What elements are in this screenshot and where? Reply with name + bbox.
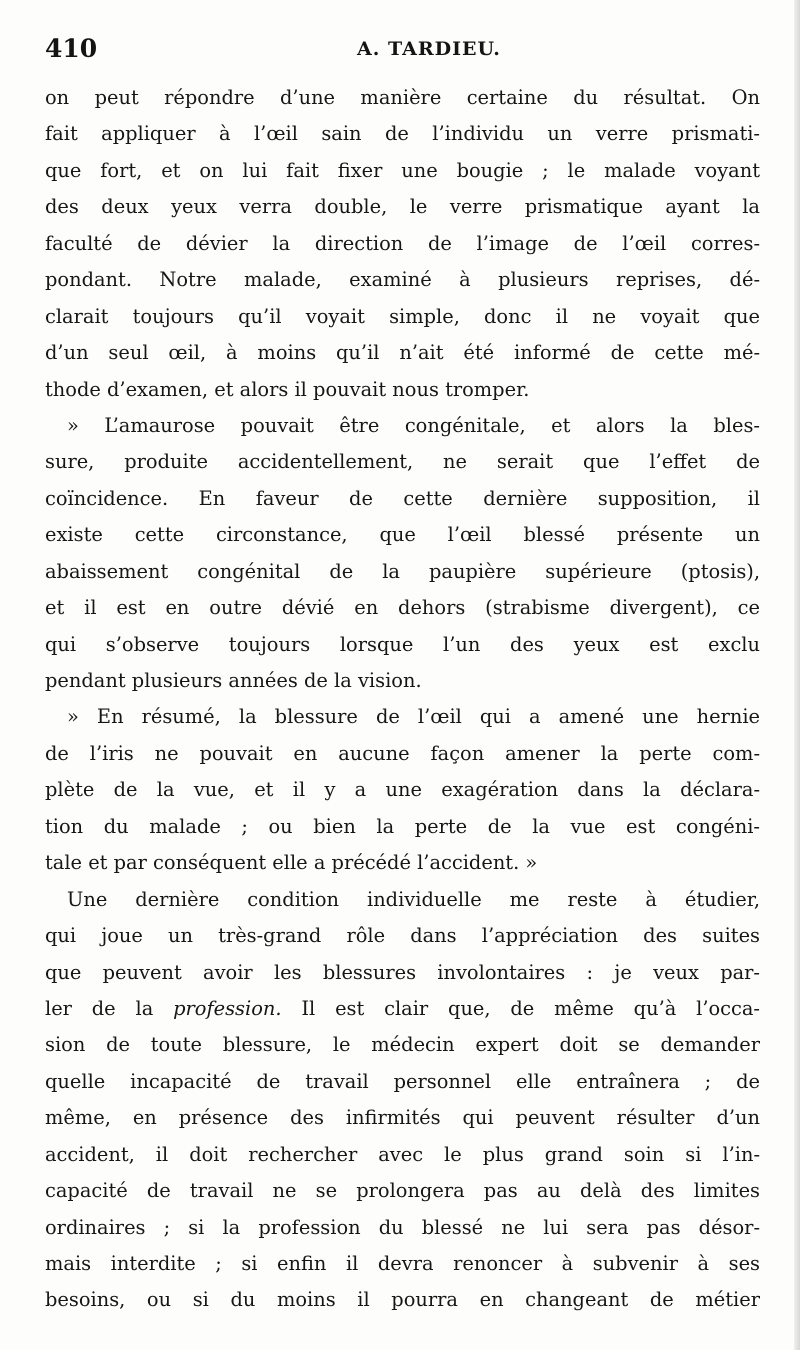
text-line: pondant. Notre malade, examiné à plusieurs reprises, dé- — [45, 268, 760, 292]
text-line: on peut répondre d’une manière certaine du résultat. On — [45, 86, 760, 109]
text-line: clarait toujours qu’il voyait simple, donc il ne voyait que — [45, 304, 760, 328]
page-number: 410 — [45, 34, 98, 63]
text-line: » En résumé, la blessure de l’œil qui a amené une hernie — [67, 705, 760, 729]
body-text — [45, 80, 760, 1319]
text-line: et il est en outre dévié en dehors (strabisme divergent), ce — [45, 596, 760, 620]
text-line: qui joue un très-grand rôle dans l’appréciation des suites — [45, 924, 760, 948]
text-line: même, en présence des infirmités qui peuvent résulter d’un — [45, 1106, 760, 1130]
text-line: des deux yeux verra double, le verre prismatique ayant la — [45, 195, 760, 219]
text-line: » L’amaurose pouvait être congénitale, et alors la bles- — [67, 413, 760, 437]
text-line: de l’iris ne pouvait en aucune façon amener la perte com- — [45, 741, 760, 765]
text-line: tale et par conséquent elle a précédé l’accident. » — [45, 851, 538, 875]
text-line: faculté de dévier la direction de l’image de l’œil corres- — [45, 231, 760, 255]
page-header — [45, 30, 765, 66]
text-segment: Il est clair que, de même qu’à l’occa- — [301, 996, 760, 1020]
text-line: sion de toute blessure, le médecin expert doit se demander — [45, 1033, 760, 1057]
text-line: besoins, ou si du moins il pourra en changeant de métier — [45, 1288, 760, 1312]
text-line: plète de la vue, et il y a une exagération dans la déclara- — [45, 778, 760, 802]
text-line: pendant plusieurs années de la vision. — [45, 669, 422, 692]
text-line: que peuvent avoir les blessures involontaires : je veux par- — [45, 960, 760, 984]
text-line: abaissement congénital de la paupière supérieure (ptosis), — [45, 559, 760, 583]
text-line: capacité de travail ne se prolongera pas au delà des limites — [45, 1179, 760, 1203]
text-line: mais interdite ; si enfin il devra renoncer à subvenir à ses — [45, 1252, 760, 1275]
text-line: d’un seul œil, à moins qu’il n’ait été informé de cette mé- — [45, 341, 760, 365]
text-line — [45, 991, 760, 1027]
text-line: ordinaires ; si la profession du blessé ne lui sera pas désor- — [45, 1215, 760, 1239]
text-segment: ler de la — [45, 996, 154, 1020]
text-line: coïncidence. En faveur de cette dernière supposition, il — [45, 486, 760, 510]
text-line: existe cette circonstance, que l’œil blessé présente un — [45, 523, 760, 547]
text-line: thode d’examen, et alors il pouvait nous tromper. — [45, 377, 530, 401]
italic-term: profession. — [173, 996, 282, 1020]
text-line: accident, il doit rechercher avec le plus grand soin si l’in- — [45, 1142, 760, 1166]
text-line: fait appliquer à l’œil sain de l’individu un verre prismati- — [45, 122, 760, 146]
text-line: qui s’observe toujours lorsque l’un des yeux est exclu — [45, 632, 760, 656]
running-head: A. TARDIEU. — [357, 38, 501, 60]
text-line: sure, produite accidentellement, ne serait que l’effet de — [45, 450, 760, 474]
text-line: que fort, et on lui fait fixer une bougie ; le malade voyant — [45, 158, 760, 182]
text-line: Une dernière condition individuelle me reste à étudier, — [67, 887, 760, 911]
page-edge — [794, 0, 800, 1350]
text-line: tion du malade ; ou bien la perte de la vue est congéni- — [45, 814, 760, 838]
text-line: quelle incapacité de travail personnel elle entraînera ; de — [45, 1069, 760, 1093]
